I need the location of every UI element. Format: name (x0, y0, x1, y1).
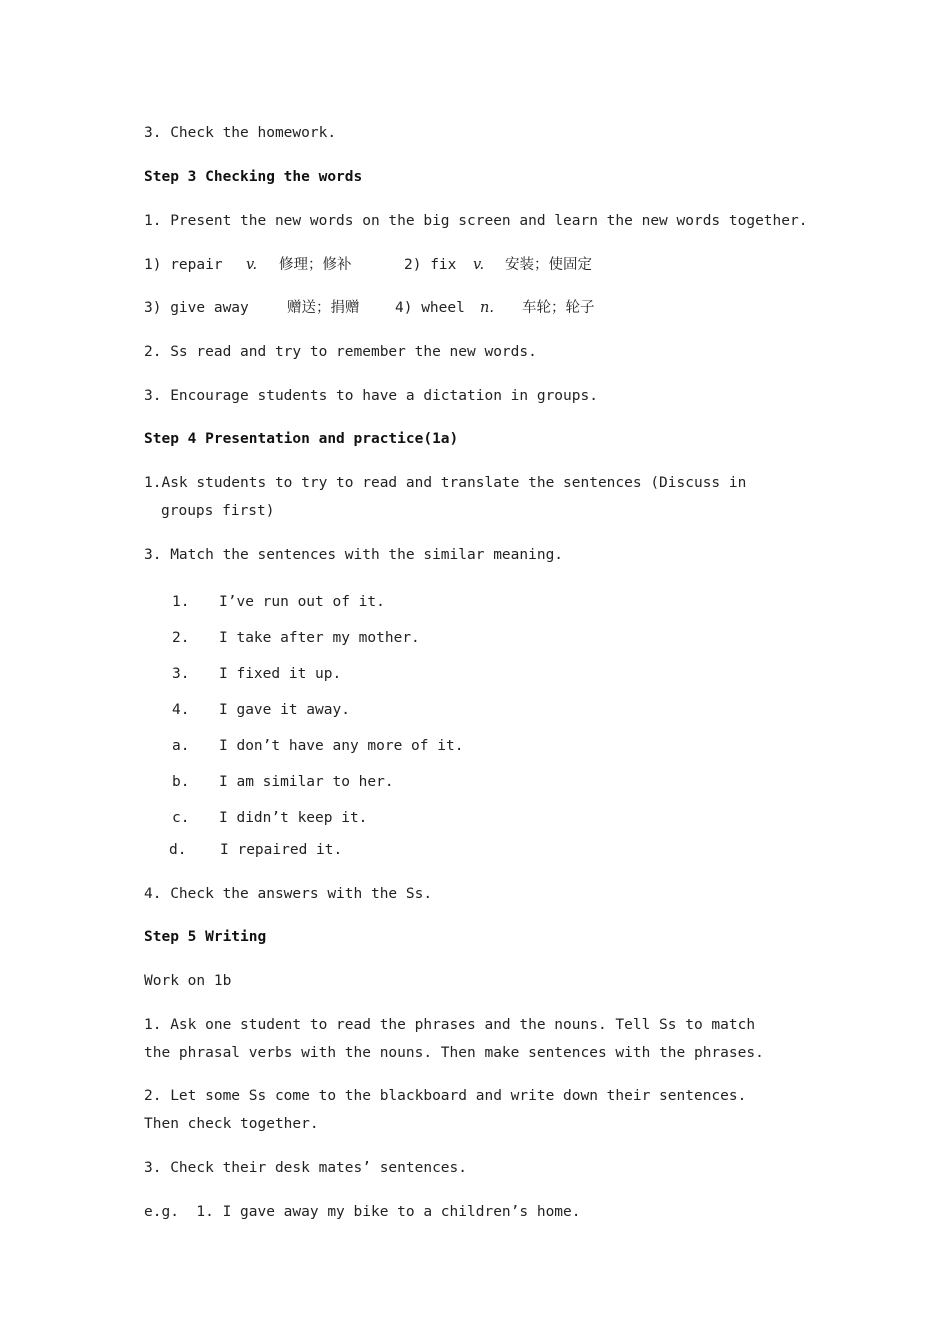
example-line: e.g. 1. I gave away my bike to a children’s home. (144, 1204, 581, 1220)
list-item: I am similar to her. (219, 774, 394, 790)
list-item: I’ve run out of it. (219, 594, 385, 610)
list-item-marker: c. (172, 810, 190, 826)
list-item-marker: a. (172, 738, 190, 754)
list-item: I repaired it. (220, 842, 343, 858)
present-words-line: 1. Present the new words on the big screen and learn the new words together. (144, 213, 808, 229)
step5-paragraph-3: 3. Check their desk mates’ sentences. (144, 1160, 468, 1176)
vocab-word-give-away: 3) give away (144, 300, 249, 316)
list-item-marker: d. (169, 842, 187, 858)
ask-translate-paragraph: 1.Ask students to try to read and translate the sentences (Discuss in groups first) (144, 475, 747, 519)
vocab-pos-fix: v. (473, 257, 485, 273)
list-item-marker: 1. (172, 594, 190, 610)
vocab-word-fix: 2) fix (404, 257, 457, 273)
vocab-word-repair: 1) repair (144, 257, 223, 273)
list-item-marker: 2. (172, 630, 190, 646)
step5-paragraph-1: 1. Ask one student to read the phrases and the nouns. Tell Ss to match the phrasal verbs with the nouns. Then make sentences with the phrases. (144, 1017, 764, 1061)
vocab-pos-repair: v. (246, 257, 258, 273)
check-homework-line: 3. Check the homework. (144, 125, 337, 141)
vocab-meaning-repair: 修理；修补 (279, 257, 352, 273)
read-remember-line: 2. Ss read and try to remember the new words. (144, 344, 537, 360)
list-item: I gave it away. (219, 702, 350, 718)
list-item-marker: 4. (172, 702, 190, 718)
list-item: I take after my mother. (219, 630, 420, 646)
list-item-marker: 3. (172, 666, 190, 682)
vocab-pos-wheel: n. (480, 300, 494, 316)
list-item-marker: b. (172, 774, 190, 790)
work-on-line: Work on 1b (144, 973, 232, 989)
list-item: I fixed it up. (219, 666, 342, 682)
check-answers-line: 4. Check the answers with the Ss. (144, 886, 433, 902)
vocab-word-wheel: 4) wheel (395, 300, 465, 316)
vocab-meaning-wheel: 车轮；轮子 (522, 300, 595, 316)
vocab-meaning-fix: 安装；使固定 (505, 257, 592, 273)
step5-paragraph-2: 2. Let some Ss come to the blackboard and write down their sentences. Then check together. (144, 1088, 747, 1132)
step5-heading: Step 5 Writing (144, 929, 267, 945)
vocab-meaning-give-away: 赠送；捐赠 (287, 300, 360, 316)
list-item: I didn’t keep it. (219, 810, 368, 826)
step3-heading: Step 3 Checking the words (144, 169, 363, 185)
list-item: I don’t have any more of it. (219, 738, 464, 754)
dictation-line: 3. Encourage students to have a dictation in groups. (144, 388, 598, 404)
match-instruction: 3. Match the sentences with the similar meaning. (144, 547, 564, 563)
step4-heading: Step 4 Presentation and practice(1a) (144, 431, 459, 447)
